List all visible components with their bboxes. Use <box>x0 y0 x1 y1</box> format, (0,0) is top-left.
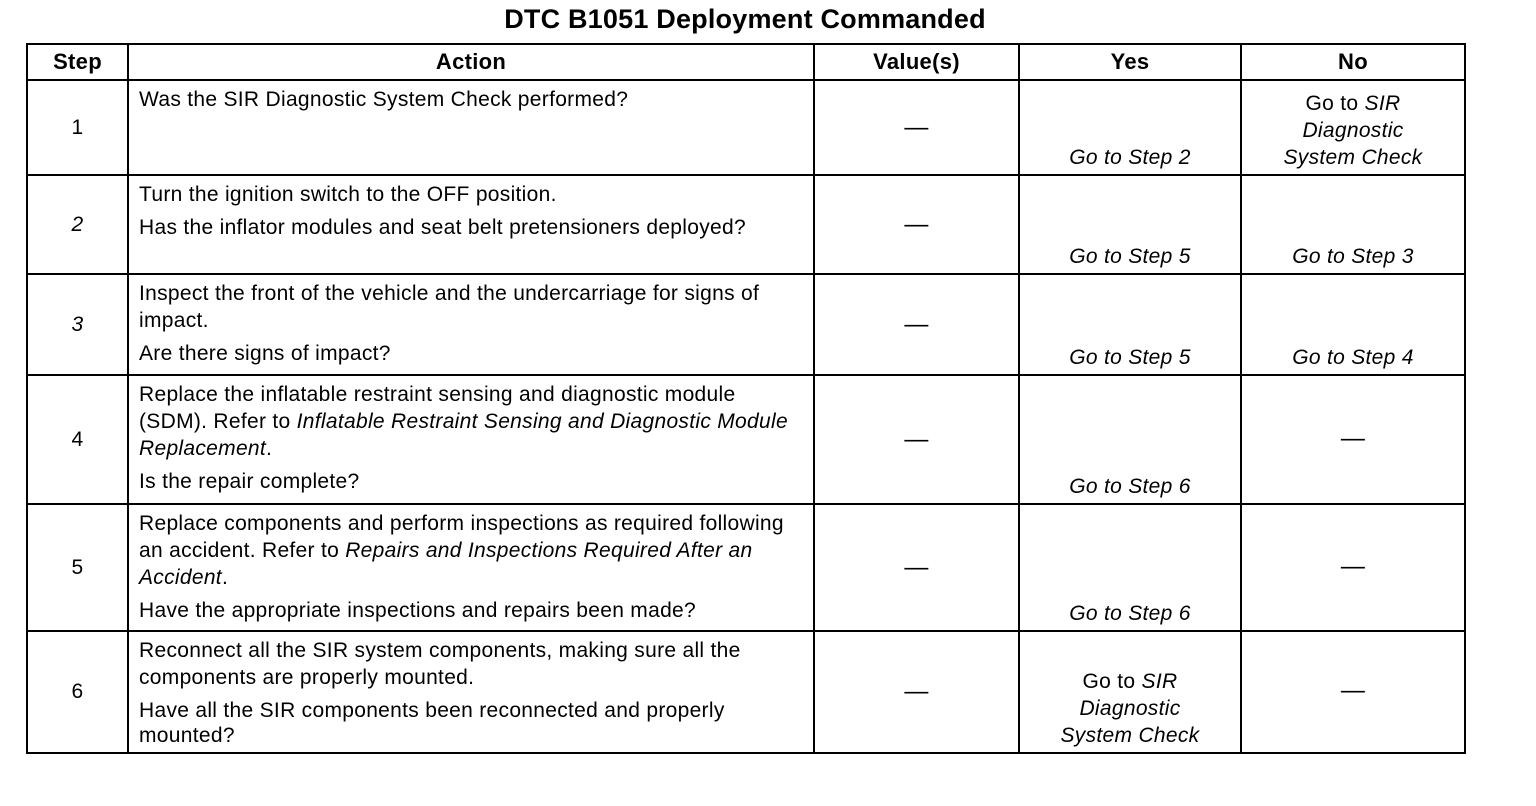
table-row <box>27 504 1465 631</box>
header-values: Value(s) <box>814 44 1019 80</box>
action-cell <box>128 80 814 175</box>
goto-ref-line2: Diagnostic <box>1079 697 1181 720</box>
no-cell <box>1241 175 1465 274</box>
reference-link[interactable]: Inflatable Restraint Sensing and Diagnostic Module Replacement <box>139 410 788 460</box>
action-instruction <box>139 381 803 462</box>
action-instruction: Inspect the front of the vehicle and the undercarriage for signs of impact. <box>139 282 760 332</box>
table-row <box>27 274 1465 375</box>
goto-ref-line3: System Check <box>1283 146 1423 169</box>
diagnostic-table <box>26 43 1466 754</box>
instruction-text: Replace components and perform inspections as required following an accident. Refer to <box>139 512 784 562</box>
step-number: 5 <box>27 504 128 631</box>
table-row <box>27 175 1465 274</box>
document-title: DTC B1051 Deployment Commanded <box>504 4 986 34</box>
yes-cell <box>1019 175 1241 274</box>
goto-ref-line2: Diagnostic <box>1302 119 1404 142</box>
header-row <box>27 44 1465 80</box>
no-cell: — <box>1241 631 1465 753</box>
yes-goto: Go to Step 5 <box>1069 346 1191 369</box>
reference-link[interactable]: Repairs and Inspections Required After an Accident <box>139 539 753 589</box>
no-goto: Go to Step 3 <box>1292 245 1414 268</box>
yes-cell <box>1019 274 1241 375</box>
yes-goto: Go to Step 6 <box>1069 602 1191 625</box>
action-instruction <box>139 510 803 591</box>
action-cell <box>128 175 814 274</box>
no-cell <box>1241 80 1465 175</box>
step-number: 2 <box>27 175 128 274</box>
header-step: Step <box>27 44 128 80</box>
yes-cell <box>1019 631 1241 753</box>
yes-cell <box>1019 504 1241 631</box>
yes-goto: Go to Step 5 <box>1069 245 1191 268</box>
step-number: 4 <box>27 375 128 504</box>
step-number: 3 <box>27 274 128 375</box>
instruction-end: . <box>221 566 229 589</box>
goto-ref-line1: SIR <box>1141 670 1178 693</box>
no-cell: — <box>1241 375 1465 504</box>
action-question: Has the inflator modules and seat belt pretensioners deployed? <box>139 216 746 239</box>
action-question: Are there signs of impact? <box>139 342 391 365</box>
value-cell: — <box>814 504 1019 631</box>
yes-cell <box>1019 80 1241 175</box>
header-action: Action <box>128 44 814 80</box>
action-cell <box>128 274 814 375</box>
action-question: Have the appropriate inspections and repairs been made? <box>139 599 697 622</box>
value-cell: — <box>814 274 1019 375</box>
instruction-end: . <box>266 437 273 460</box>
table-row <box>27 375 1465 504</box>
goto-prefix: Go to <box>1082 670 1142 693</box>
instruction-text: Replace the inflatable restraint sensing and diagnostic module (SDM). Refer to <box>139 383 736 433</box>
value-cell: — <box>814 631 1019 753</box>
action-cell <box>128 631 814 753</box>
step-number: 6 <box>27 631 128 753</box>
step-number: 1 <box>27 80 128 175</box>
value-cell: — <box>814 80 1019 175</box>
action-cell <box>128 504 814 631</box>
goto-prefix: Go to <box>1305 92 1365 115</box>
no-goto <box>1284 90 1423 171</box>
no-cell <box>1241 274 1465 375</box>
goto-ref-line3: System Check <box>1060 724 1200 747</box>
header-yes: Yes <box>1019 44 1241 80</box>
action-question: Have all the SIR components been reconnected and properly mounted? <box>139 699 725 747</box>
action-instruction: Reconnect all the SIR system components, making sure all the components are properly mounted. <box>139 639 741 689</box>
action-cell <box>128 375 814 504</box>
yes-goto: Go to Step 6 <box>1069 475 1191 498</box>
action-instruction: Turn the ignition switch to the OFF position. <box>139 183 557 206</box>
table-row <box>27 80 1465 175</box>
no-cell: — <box>1241 504 1465 631</box>
header-no: No <box>1241 44 1465 80</box>
action-question: Is the repair complete? <box>139 470 360 493</box>
value-cell: — <box>814 175 1019 274</box>
table-row <box>27 631 1465 753</box>
yes-cell <box>1019 375 1241 504</box>
goto-ref-line1: SIR <box>1364 92 1401 115</box>
action-question: Was the SIR Diagnostic System Check performed? <box>139 88 629 111</box>
value-cell: — <box>814 375 1019 504</box>
yes-goto: Go to Step 2 <box>1069 146 1191 169</box>
no-goto: Go to Step 4 <box>1292 346 1414 369</box>
yes-goto <box>1061 668 1200 749</box>
